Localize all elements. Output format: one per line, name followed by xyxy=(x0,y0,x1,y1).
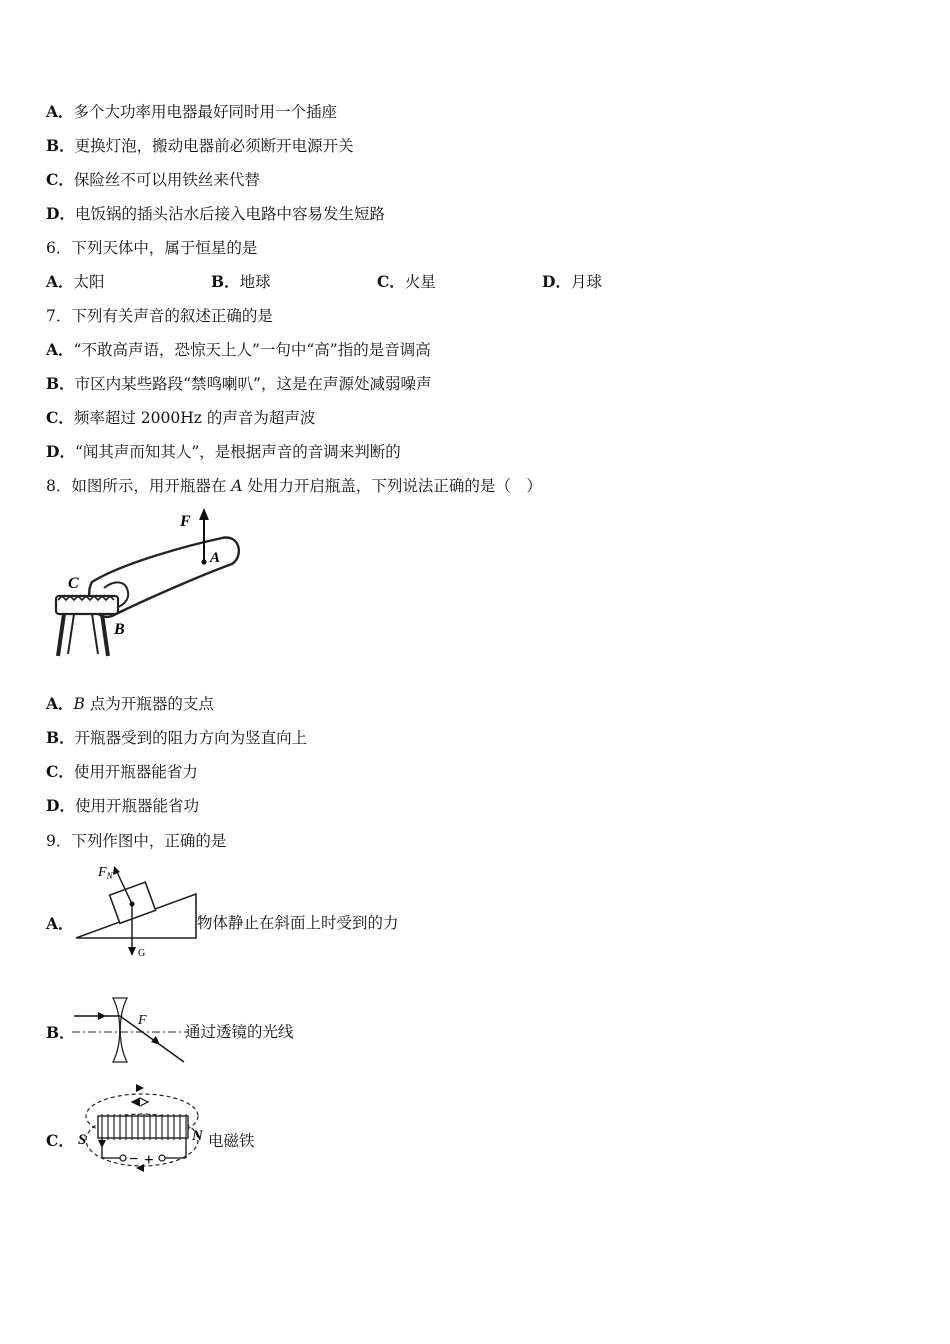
bottle-neck-left-inner xyxy=(68,614,74,654)
compass-needle-dark xyxy=(132,1098,140,1106)
q5-option-a: A．多个大功率用电器最好同时用一个插座 xyxy=(46,102,338,121)
q7-option-a: A．“不敢高声语，恐惊天上人”一句中“高”指的是音调高 xyxy=(46,340,431,359)
label-plus: + xyxy=(144,1150,154,1169)
q5-option-b: B．更换灯泡，搬动电器前必须断开电源开关 xyxy=(46,136,354,155)
incline-figure xyxy=(72,858,200,966)
label-f: F xyxy=(180,513,191,530)
q6-stem: 6．下列天体中，属于恒星的是 xyxy=(46,239,258,257)
q6-option-b: B．地球 xyxy=(211,272,271,291)
lens-diagram xyxy=(72,994,190,1066)
q8-option-a: A．B 点为开瓶器的支点 xyxy=(46,694,214,713)
current-arrow-left xyxy=(98,1140,106,1148)
incline-diagram xyxy=(72,858,200,962)
q8-option-d: D．使用开瓶器能省功 xyxy=(46,796,199,815)
q7-stem: 7．下列有关声音的叙述正确的是 xyxy=(46,307,273,325)
q9-option-a-label: A． xyxy=(46,914,74,933)
q9-option-a-caption: 物体静止在斜面上时受到的力 xyxy=(197,914,399,932)
lens-figure xyxy=(72,994,190,1070)
concave-lens xyxy=(113,998,127,1062)
q7-option-d: D．“闻其声而知其人”，是根据声音的音调来判断的 xyxy=(46,442,401,461)
label-a: A xyxy=(210,550,221,566)
terminal-negative xyxy=(120,1155,126,1161)
q5-option-c: C．保险丝不可以用铁丝来代替 xyxy=(46,170,260,189)
bottle-opener-diagram xyxy=(44,504,254,664)
electromagnet-figure xyxy=(74,1078,210,1180)
refracted-arrowhead xyxy=(151,1036,160,1045)
q9-option-b-caption: 通过透镜的光线 xyxy=(185,1023,294,1041)
gravity-arrowhead xyxy=(128,947,136,956)
q5-option-d: D．电饭锅的插头沾水后接入电路中容易发生短路 xyxy=(46,204,385,223)
q8-option-c: C．使用开瓶器能省力 xyxy=(46,762,198,781)
q9-option-c-label: C． xyxy=(46,1131,74,1150)
q9-option-b-label: B． xyxy=(46,1023,75,1042)
q6-option-c: C．火星 xyxy=(377,272,436,291)
q6-option-a: A．太阳 xyxy=(46,272,105,291)
refracted-ray xyxy=(120,1016,184,1062)
label-focus: F xyxy=(138,1013,147,1028)
label-n-pole: N xyxy=(192,1128,203,1144)
label-c: C xyxy=(68,575,79,592)
incident-arrowhead xyxy=(98,1012,106,1020)
force-arrowhead xyxy=(199,508,209,520)
bottle-neck-right-inner xyxy=(92,614,98,654)
q8-option-b: B．开瓶器受到的阻力方向为竖直向上 xyxy=(46,728,308,747)
label-g: G xyxy=(138,948,146,959)
normal-force-arrowhead xyxy=(113,866,120,875)
label-s-pole: S xyxy=(78,1132,87,1148)
q7-option-b: B．市区内某些路段“禁鸣喇叭”，这是在声源处减弱噪声 xyxy=(46,374,432,393)
q8-stem: 8．如图所示，用开瓶器在 A 处用力开启瓶盖，下列说法正确的是（ ） xyxy=(46,477,542,495)
label-minus: − xyxy=(129,1151,139,1168)
electromagnet-diagram xyxy=(74,1078,210,1176)
terminal-positive xyxy=(159,1155,165,1161)
point-a-dot xyxy=(201,559,206,564)
field-arrow-top xyxy=(136,1084,144,1092)
q9-stem: 9．下列作图中，正确的是 xyxy=(46,832,227,850)
bottle-opener-figure xyxy=(44,504,254,668)
q7-option-c: C．频率超过 2000Hz 的声音为超声波 xyxy=(46,408,316,427)
q9-option-c-caption: 电磁铁 xyxy=(208,1132,255,1150)
label-fn: $F_N$ xyxy=(98,865,113,881)
bottle-neck-left xyxy=(58,614,64,656)
q6-option-d: D．月球 xyxy=(542,272,602,291)
bottle-neck-right xyxy=(102,614,108,656)
label-b: B xyxy=(114,621,125,638)
